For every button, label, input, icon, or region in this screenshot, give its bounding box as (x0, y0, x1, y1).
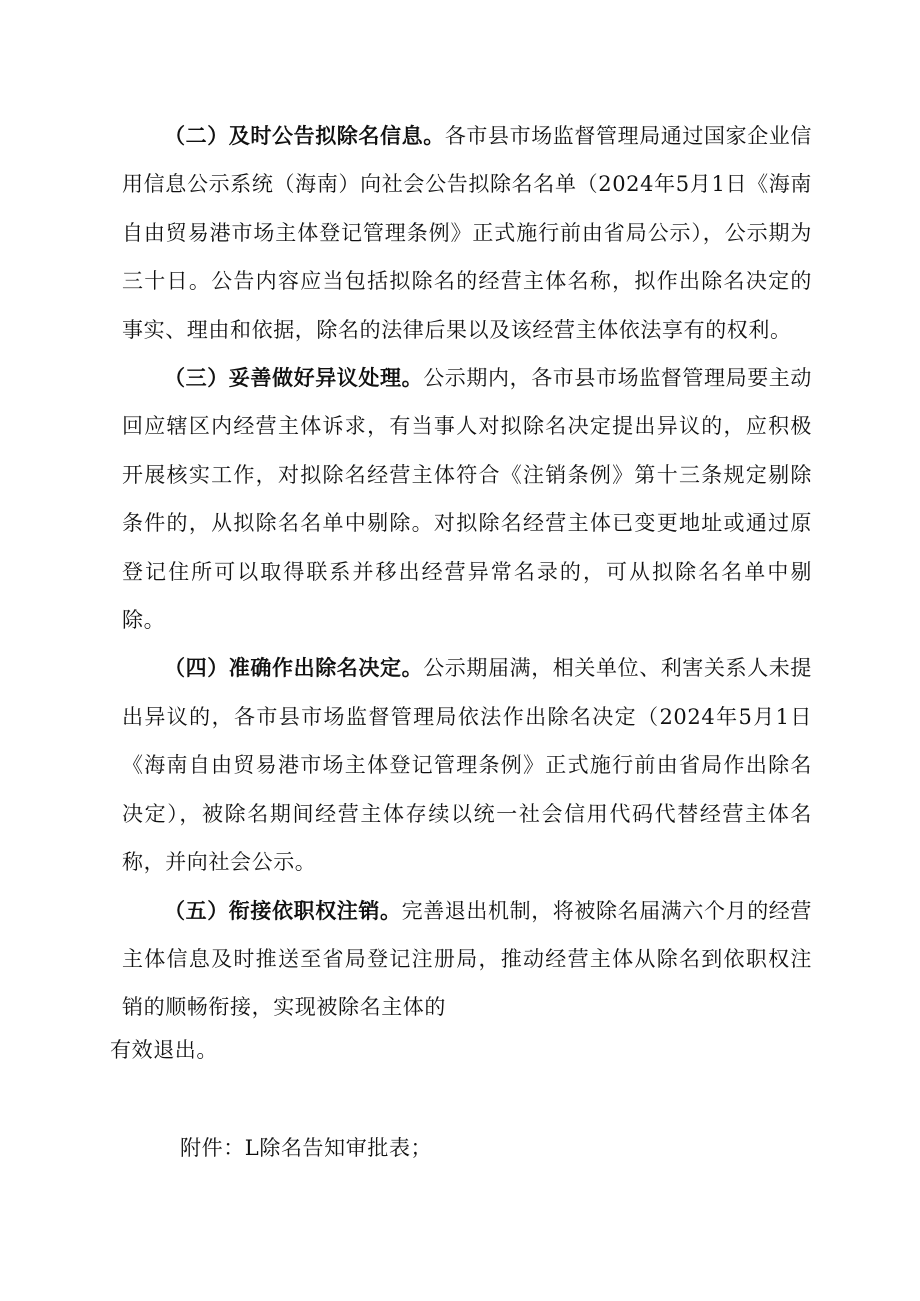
paragraph-3-text: 公示期内，各市县市场监督管理局要主动回应辖区内经营主体诉求，有当事人对拟除名决定提出异议的，应积极开展核实工作，对拟除名经营主体符合《注销条例》第十三条规定剔除条件的，从拟除名名单中剔除。对拟除名经营主体已变更地址或通过原登记住所可以取得联系并移出经营异常名录的，可从拟除名名单中剔除。 (122, 366, 813, 633)
paragraph-5-heading: （五）衔接依职权注销。 (164, 897, 402, 923)
paragraph-4 (122, 644, 812, 886)
document-body (110, 112, 813, 1080)
paragraph-3 (122, 354, 812, 644)
paragraph-2-text: 各市县市场监督管理局通过国家企业信用信息公示系统（海南）向社会公告拟除名名单（2024年5月1日《海南自由贸易港市场主体登记管理条例》正式施行前由省局公示），公示期为三十日。公告内容应当包括拟除名的经营主体名称，拟作出除名决定的事实、理由和依据，除名的法律后果以及该经营主体依法享有的权利。 (122, 124, 813, 342)
paragraph-2-heading: （二）及时公告拟除名信息。 (164, 123, 445, 148)
paragraph-5-text: 完善退出机制，将被除名届满六个月的经营主体信息及时推送至省局登记注册局，推动经营主体从除名到依职权注销的顺畅衔接，实现被除名主体的 (122, 898, 813, 1020)
paragraph-4-text: 公示期届满，相关单位、利害关系人未提出异议的，各市县市场监督管理局依法作出除名决定（2024年5月1日《海南自由贸易港市场主体登记管理条例》正式施行前由省局作出除名决定），被除名期间经营主体存续以统一社会信用代码代替经营主体名称，并向社会公示。 (122, 656, 813, 875)
attachment-line: 附件：L除名告知审批表； (180, 1136, 433, 1160)
paragraph-5-tail: 有效退出。 (110, 1037, 218, 1062)
paragraph-3-heading: （三）妥善做好异议处理。 (164, 365, 424, 391)
paragraph-2 (122, 112, 812, 354)
paragraph-4-heading: （四）准确作出除名决定。 (164, 655, 424, 681)
paragraph-5 (122, 887, 812, 1032)
